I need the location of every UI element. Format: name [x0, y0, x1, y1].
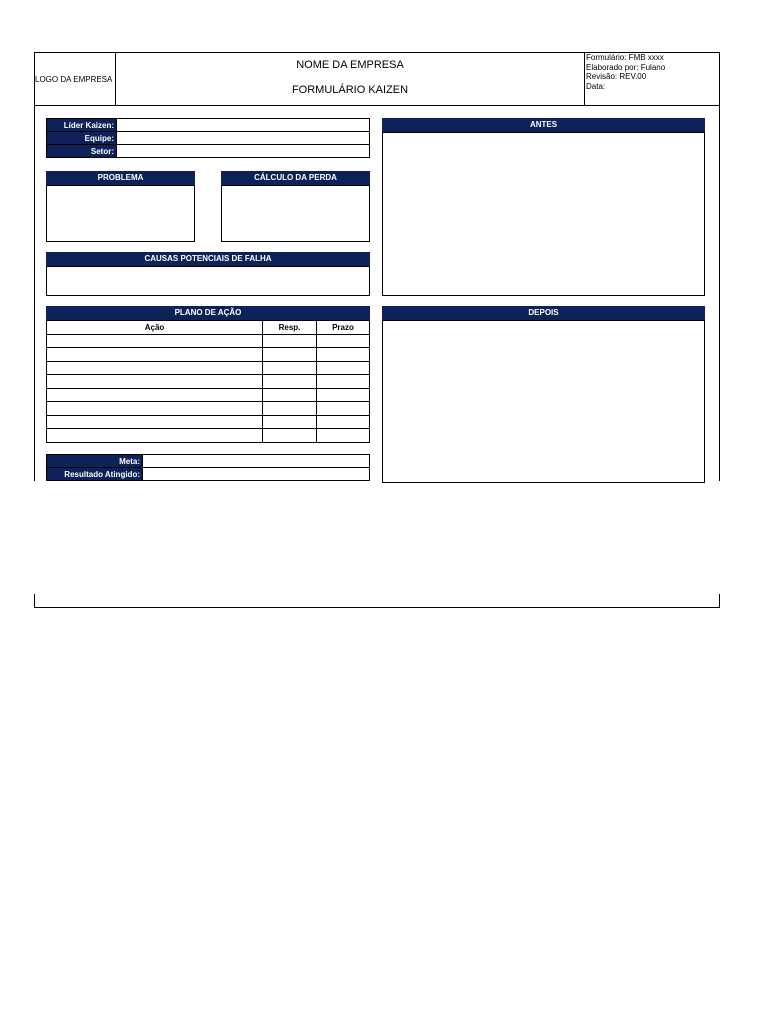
problema-header: PROBLEMA [46, 171, 195, 185]
resultado-label: Resultado Atingido: [47, 468, 143, 481]
acao-cell[interactable] [47, 375, 263, 389]
table-row [47, 415, 370, 429]
resp-cell[interactable] [263, 429, 317, 443]
prazo-cell[interactable] [317, 361, 370, 375]
antes-section [382, 118, 705, 294]
table-row [47, 388, 370, 402]
prazo-cell[interactable] [317, 334, 370, 348]
resp-cell[interactable] [263, 388, 317, 402]
meta-label: Meta: [47, 455, 143, 468]
lower-frame-left [34, 594, 35, 608]
lider-row [47, 119, 370, 132]
table-row [47, 429, 370, 443]
acao-cell[interactable] [47, 402, 263, 416]
plano-header-row [47, 321, 370, 335]
causas-field[interactable] [46, 266, 370, 296]
equipe-field[interactable] [117, 132, 370, 145]
meta-elaborado: Elaborado por: Fulano [586, 62, 666, 72]
logo-placeholder: LOGO DA EMPRESA [35, 74, 113, 84]
col-resp: Resp. [263, 321, 317, 335]
causas-header: CAUSAS POTENCIAIS DE FALHA [46, 252, 370, 266]
calculo-field[interactable] [221, 185, 370, 242]
table-row [47, 402, 370, 416]
col-prazo: Prazo [317, 321, 370, 335]
table-row [47, 361, 370, 375]
setor-field[interactable] [117, 145, 370, 158]
acao-cell[interactable] [47, 348, 263, 362]
resp-cell[interactable] [263, 402, 317, 416]
resp-cell[interactable] [263, 375, 317, 389]
title-cell [116, 53, 585, 105]
resp-cell[interactable] [263, 415, 317, 429]
lower-frame-right [719, 594, 720, 608]
prazo-cell[interactable] [317, 375, 370, 389]
document-meta [586, 53, 719, 105]
resultado-row [47, 468, 370, 481]
meta-row [47, 455, 370, 468]
lider-label: Líder Kaizen: [47, 119, 117, 132]
resultado-field[interactable] [143, 468, 370, 481]
plano-table [46, 320, 370, 443]
resp-cell[interactable] [263, 361, 317, 375]
logo-cell [35, 53, 116, 105]
kaizen-info-table [46, 118, 370, 158]
meta-data: Data: [586, 81, 606, 91]
col-acao: Ação [47, 321, 263, 335]
problema-section [46, 171, 195, 240]
prazo-cell[interactable] [317, 348, 370, 362]
prazo-cell[interactable] [317, 388, 370, 402]
resp-cell[interactable] [263, 348, 317, 362]
depois-field[interactable] [382, 320, 705, 483]
depois-section [382, 306, 705, 481]
acao-cell[interactable] [47, 429, 263, 443]
calculo-header: CÁLCULO DA PERDA [221, 171, 370, 185]
acao-cell[interactable] [47, 361, 263, 375]
setor-row [47, 145, 370, 158]
plano-section [46, 306, 370, 443]
acao-cell[interactable] [47, 415, 263, 429]
form-header [34, 52, 720, 106]
meta-field[interactable] [143, 455, 370, 468]
prazo-cell[interactable] [317, 429, 370, 443]
problema-field[interactable] [46, 185, 195, 242]
lower-frame-bottom [34, 607, 720, 608]
resp-cell[interactable] [263, 334, 317, 348]
antes-field[interactable] [382, 132, 705, 296]
acao-cell[interactable] [47, 388, 263, 402]
meta-formulario: Formulário: FMB xxxx [586, 53, 664, 62]
results-table [46, 454, 370, 481]
form-title: FORMULÁRIO KAIZEN [291, 84, 409, 96]
lider-field[interactable] [117, 119, 370, 132]
table-row [47, 375, 370, 389]
table-row [47, 348, 370, 362]
body-frame-right [719, 106, 720, 481]
antes-header: ANTES [382, 118, 705, 132]
depois-header: DEPOIS [382, 306, 705, 320]
calculo-section [221, 171, 370, 240]
acao-cell[interactable] [47, 334, 263, 348]
prazo-cell[interactable] [317, 402, 370, 416]
meta-revisao: Revisão: REV.00 [586, 72, 647, 81]
equipe-label: Equipe: [47, 132, 117, 145]
causas-section [46, 252, 370, 294]
prazo-cell[interactable] [317, 415, 370, 429]
body-frame-left [34, 106, 35, 481]
setor-label: Setor: [47, 145, 117, 158]
equipe-row [47, 132, 370, 145]
plano-header: PLANO DE AÇÃO [46, 306, 370, 320]
table-row [47, 334, 370, 348]
company-name: NOME DA EMPRESA [296, 59, 404, 71]
